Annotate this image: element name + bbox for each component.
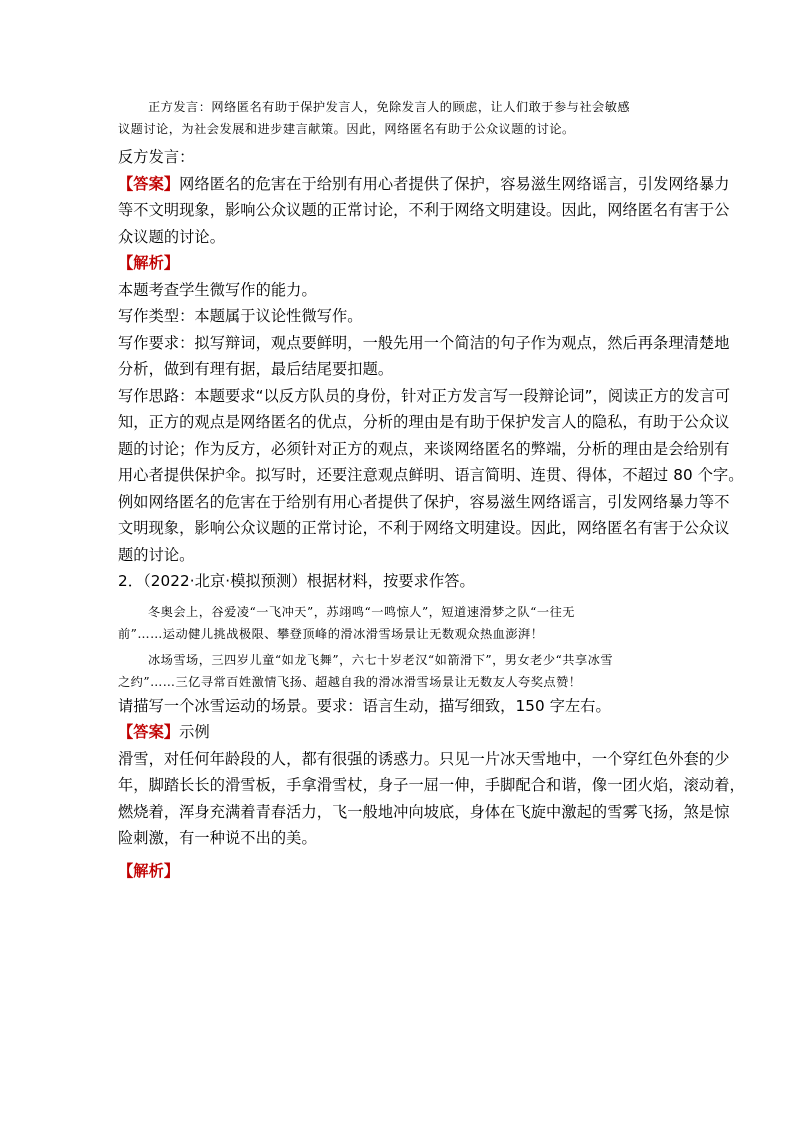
con-speech-label: 反方发言：	[118, 148, 195, 166]
answer-tag: 【答案】	[118, 723, 180, 741]
analysis-line: 例如网络匿名的危害在于给别有用心者提供了保护，容易滋生网络谣言，引发网络暴力等不	[118, 492, 730, 511]
answer-example-label: 示例	[179, 723, 210, 741]
analysis-line: 用心者提供保护伞。拟写时，还要注意观点鲜明、语言简明、连贯、得体，不超过 80 个字。	[118, 466, 744, 484]
analysis-line: 文明现象，影响公众议题的正常讨论，不利于网络文明建设。因此，网络匿名有害于公众议	[118, 519, 730, 537]
analysis-line: 题的讨论；作为反方，必须针对正方的观点，来谈网络匿名的弊端，分析的理由是会给别有	[118, 439, 730, 458]
page-content	[118, 96, 745, 884]
answer-line: 【答案】网络匿名的危害在于给别有用心者提供了保护，容易滋生网络谣言，引发网络暴力	[118, 174, 730, 193]
material-line: 之约”……三亿寻常百姓激情飞扬、超越自我的滑冰滑雪场景让无数友人夸奖点赞！	[118, 674, 582, 689]
analysis-tag: 【解析】	[118, 254, 180, 272]
answer-tag: 【答案】	[118, 174, 180, 193]
analysis-line: 知，正方的观点是网络匿名的优点，分析的理由是有助于保护发言人的隐私，有助于公众议	[118, 413, 730, 431]
material-line: 前”……运动健儿挑战极限、攀登顶峰的滑冰滑雪场景让无数观众热血澎湃！	[118, 626, 544, 641]
writing-prompt: 请描写一个冰雪运动的场景。要求：语言生动，描写细致，150 字左右。	[118, 696, 611, 715]
analysis-line: 写作要求：拟写辩词，观点要鲜明，一般先用一个简洁的句子作为观点，然后再条理清楚地	[118, 333, 730, 352]
analysis-line: 写作思路：本题要求“以反方队员的身份，针对正方发言写一段辩论词”，阅读正方的发言可	[118, 386, 731, 405]
question-heading: 2．（2022·北京·模拟预测）根据材料，按要求作答。	[118, 572, 475, 590]
answer-line: 众议题的讨论。	[118, 227, 226, 246]
analysis-tag: 【解析】	[118, 861, 180, 880]
analysis-line: 本题考查学生微写作的能力。	[118, 280, 317, 299]
material-line: 冰场雪场，三四岁儿童“如龙飞舞”，六七十岁老汉“如箭滑下”，男女老少“共享冰雪	[148, 652, 614, 667]
answer-line	[118, 719, 674, 746]
analysis-line: 分析，做到有理有据，最后结尾要扣题。	[118, 360, 394, 378]
answer-line: 燃烧着，浑身充满着青春活力，飞一般地冲向坡底，身体在飞旋中激起的雪雾飞扬，煞是惊	[118, 802, 730, 821]
answer-line: 滑雪，对任何年龄段的人，都有很强的诱惑力。只见一片冰天雪地中，一个穿红色外套的少	[118, 749, 730, 768]
analysis-line: 题的讨论。	[118, 545, 195, 564]
answer-line: 年，脚踏长长的滑雪板，手拿滑雪杖，身子一屈一伸，手脚配合和谐，像一团火焰，滚动着，	[118, 776, 745, 794]
answer-line: 险刺激，有一种说不出的美。	[118, 829, 317, 847]
pro-speech-line: 议题讨论，为社会发展和进步建言献策。因此，网络匿名有助于公众议题的讨论。	[118, 122, 575, 136]
analysis-line: 写作类型：本题属于议论性微写作。	[118, 307, 363, 325]
material-line: 冬奥会上，谷爱凌“一飞冲天”，苏翊鸣“一鸣惊人”，短道速滑梦之队“一往无	[148, 604, 575, 619]
pro-speech-line: 正方发言：网络匿名有助于保护发言人，免除发言人的顾虑，让人们敢于参与社会敏感	[148, 100, 631, 114]
answer-line: 等不文明现象，影响公众议题的正常讨论，不利于网络文明建设。因此，网络匿名有害于公	[118, 201, 730, 219]
